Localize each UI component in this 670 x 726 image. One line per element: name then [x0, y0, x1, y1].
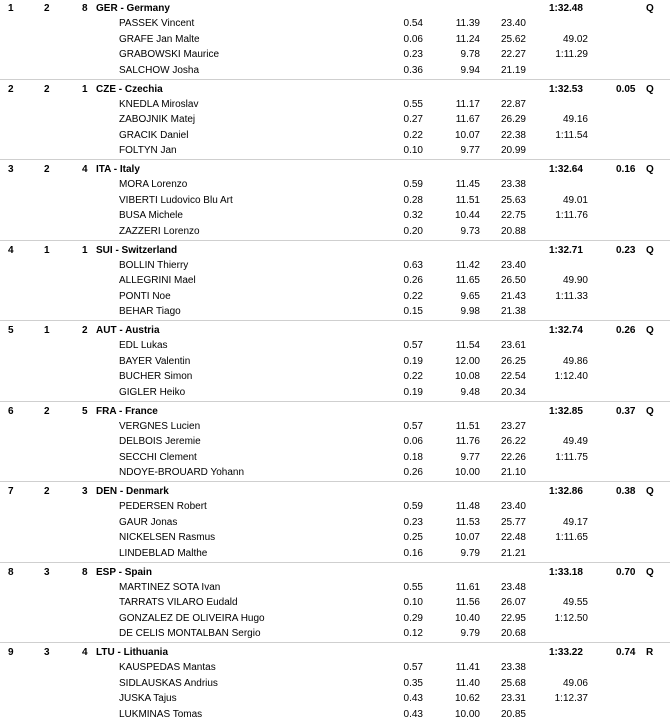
qualification-mark: Q	[646, 486, 654, 497]
qualification-mark: R	[646, 647, 654, 658]
split-50m: 26.07	[500, 597, 526, 609]
split-50m: 22.95	[500, 612, 526, 624]
reaction-time: 0.16	[403, 547, 423, 559]
split-cumulative: 1:11.76	[555, 210, 588, 222]
athlete-row	[0, 580, 670, 596]
time-behind: 0.16	[616, 164, 636, 175]
rank: 4	[8, 244, 14, 256]
team-row	[0, 404, 670, 419]
team-block	[0, 645, 670, 722]
heat: 1	[44, 244, 50, 256]
team-name: FRA - France	[96, 405, 158, 417]
athlete-name: BOLLIN Thierry	[119, 259, 189, 271]
split-15m: 11.61	[455, 581, 480, 593]
split-50m: 23.27	[500, 420, 526, 432]
athlete-name: GAUR Jonas	[119, 516, 178, 528]
team-name: SUI - Switzerland	[96, 244, 178, 256]
athlete-name: PEDERSEN Robert	[119, 501, 207, 512]
reaction-time: 0.43	[403, 693, 423, 705]
athlete-name: ZAZZERI Lorenzo	[119, 225, 200, 237]
athlete-name: BAYER Valentin	[119, 355, 191, 367]
split-cumulative: 1:12.50	[554, 612, 588, 624]
split-15m: 9.78	[460, 49, 480, 61]
athlete-row	[0, 434, 670, 450]
time-behind: 0.05	[616, 83, 636, 95]
team-block	[0, 1, 670, 78]
split-15m: 11.51	[455, 194, 480, 206]
athlete-row	[0, 707, 670, 723]
team-name: DEN - Denmark	[96, 486, 169, 497]
athlete-row	[0, 32, 670, 48]
reaction-time: 0.22	[403, 290, 423, 302]
athlete-row	[0, 450, 670, 466]
split-cumulative: 1:11.65	[555, 532, 588, 544]
athlete-row	[0, 143, 670, 159]
athlete-row	[0, 338, 670, 354]
reaction-time: 0.26	[403, 275, 423, 287]
reaction-time: 0.63	[403, 259, 423, 271]
split-50m: 22.75	[500, 210, 526, 222]
team-divider	[0, 642, 670, 643]
lane: 8	[82, 3, 88, 14]
team-row	[0, 484, 670, 499]
split-cumulative: 49.16	[562, 114, 588, 126]
athlete-row	[0, 626, 670, 642]
reaction-time: 0.55	[403, 98, 423, 110]
heat: 3	[44, 647, 50, 658]
athlete-row	[0, 369, 670, 385]
heat: 2	[44, 405, 50, 417]
split-50m: 23.40	[500, 259, 526, 271]
split-50m: 23.31	[500, 693, 526, 705]
athlete-name: GRACIK Daniel	[119, 129, 189, 141]
athlete-name: BUSA Michele	[119, 210, 183, 222]
reaction-time: 0.28	[403, 194, 423, 206]
reaction-time: 0.23	[403, 516, 423, 528]
athlete-name: VERGNES Lucien	[119, 420, 201, 432]
team-row	[0, 645, 670, 660]
split-50m: 20.99	[500, 145, 526, 157]
athlete-row	[0, 385, 670, 401]
split-50m: 25.63	[500, 194, 526, 206]
athlete-row	[0, 208, 670, 224]
athlete-row	[0, 530, 670, 546]
athlete-name: LUKMINAS Tomas	[119, 708, 203, 720]
split-50m: 21.19	[500, 64, 526, 76]
reaction-time: 0.27	[403, 114, 423, 126]
reaction-time: 0.10	[403, 597, 423, 609]
split-15m: 10.07	[454, 532, 480, 544]
athlete-name: PASSEK Vincent	[119, 18, 195, 29]
split-50m: 20.34	[500, 386, 526, 398]
split-50m: 23.40	[500, 18, 526, 29]
lane: 5	[82, 405, 88, 417]
reaction-time: 0.20	[403, 225, 423, 237]
athlete-name: SIDLAUSKAS Andrius	[119, 677, 218, 689]
athlete-name: EDL Lukas	[119, 340, 168, 351]
athlete-row	[0, 224, 670, 240]
split-cumulative: 49.49	[562, 436, 588, 448]
team-name: ITA - Italy	[96, 164, 140, 175]
split-cumulative: 49.17	[562, 516, 588, 528]
split-15m: 12.00	[454, 355, 480, 367]
split-cumulative: 1:11.54	[555, 129, 588, 141]
final-time: 1:32.85	[549, 405, 583, 417]
heat: 2	[44, 486, 50, 497]
athlete-name: NICKELSEN Rasmus	[119, 532, 216, 544]
split-15m: 11.24	[455, 33, 480, 45]
rank: 1	[8, 3, 14, 14]
split-cumulative: 49.02	[562, 33, 588, 45]
reaction-time: 0.26	[403, 467, 423, 479]
rank: 8	[8, 566, 14, 578]
split-15m: 11.67	[455, 114, 480, 126]
rank: 7	[8, 486, 14, 497]
heat: 2	[44, 164, 50, 175]
team-divider	[0, 562, 670, 563]
final-time: 1:32.64	[549, 164, 583, 175]
athlete-row	[0, 177, 670, 193]
qualification-mark: Q	[646, 244, 654, 256]
split-cumulative: 49.06	[562, 677, 588, 689]
athlete-row	[0, 289, 670, 305]
athlete-row	[0, 16, 670, 32]
split-15m: 11.40	[455, 677, 480, 689]
time-behind: 0.26	[616, 325, 636, 336]
split-cumulative: 49.90	[562, 275, 588, 287]
athlete-name: SALCHOW Josha	[119, 64, 200, 76]
athlete-name: GRABOWSKI Maurice	[119, 49, 220, 61]
split-15m: 10.07	[454, 129, 480, 141]
athlete-row	[0, 47, 670, 63]
split-50m: 26.22	[500, 436, 526, 448]
split-15m: 9.77	[460, 451, 480, 463]
reaction-time: 0.36	[403, 64, 423, 76]
split-15m: 9.79	[460, 547, 480, 559]
final-time: 1:32.86	[549, 486, 583, 497]
team-divider	[0, 481, 670, 482]
split-15m: 10.44	[454, 210, 480, 222]
split-50m: 26.50	[500, 275, 526, 287]
reaction-time: 0.06	[403, 33, 423, 45]
athlete-row	[0, 354, 670, 370]
team-block	[0, 243, 670, 320]
split-15m: 9.73	[460, 225, 480, 237]
team-row	[0, 1, 670, 16]
split-50m: 21.10	[500, 467, 526, 479]
team-name: CZE - Czechia	[96, 83, 163, 95]
lane: 2	[82, 325, 88, 336]
reaction-time: 0.22	[403, 129, 423, 141]
split-50m: 21.21	[500, 547, 526, 559]
heat: 3	[44, 566, 50, 578]
athlete-row	[0, 676, 670, 692]
split-cumulative: 1:11.75	[555, 451, 588, 463]
reaction-time: 0.54	[403, 18, 423, 29]
athlete-row	[0, 258, 670, 274]
split-15m: 9.79	[460, 628, 480, 640]
athlete-row	[0, 273, 670, 289]
athlete-name: GRAFE Jan Malte	[119, 33, 200, 45]
heat: 1	[44, 325, 50, 336]
rank: 2	[8, 83, 14, 95]
athlete-row	[0, 499, 670, 515]
rank: 6	[8, 405, 14, 417]
split-15m: 10.00	[454, 708, 480, 720]
split-15m: 11.39	[455, 18, 480, 29]
athlete-row	[0, 304, 670, 320]
reaction-time: 0.23	[403, 49, 423, 61]
reaction-time: 0.57	[403, 420, 423, 432]
athlete-name: MARTINEZ SOTA Ivan	[119, 581, 221, 593]
split-50m: 22.27	[500, 49, 526, 61]
athlete-row	[0, 193, 670, 209]
final-time: 1:32.48	[549, 3, 583, 14]
split-50m: 26.29	[500, 114, 526, 126]
athlete-row	[0, 515, 670, 531]
final-time: 1:32.71	[549, 244, 583, 256]
athlete-row	[0, 660, 670, 676]
split-15m: 11.51	[455, 420, 480, 432]
team-row	[0, 162, 670, 177]
split-15m: 10.40	[454, 612, 480, 624]
split-15m: 9.65	[460, 290, 480, 302]
athlete-row	[0, 97, 670, 113]
split-15m: 9.77	[460, 145, 480, 157]
team-block	[0, 162, 670, 239]
qualification-mark: Q	[646, 325, 654, 336]
split-50m: 22.48	[500, 532, 526, 544]
split-50m: 20.85	[500, 708, 526, 720]
split-50m: 20.68	[500, 628, 526, 640]
athlete-name: VIBERTI Ludovico Blu Art	[119, 194, 233, 206]
split-15m: 11.48	[455, 501, 480, 512]
team-name: ESP - Spain	[96, 566, 152, 578]
athlete-row	[0, 128, 670, 144]
team-block	[0, 565, 670, 642]
athlete-name: TARRATS VILARO Eudald	[119, 597, 238, 609]
final-time: 1:32.53	[549, 83, 583, 95]
split-50m: 23.38	[500, 662, 526, 673]
split-cumulative: 1:11.29	[555, 49, 588, 61]
split-15m: 10.00	[454, 467, 480, 479]
athlete-row	[0, 419, 670, 435]
athlete-name: GONZALEZ DE OLIVEIRA Hugo	[119, 612, 265, 624]
athlete-row	[0, 63, 670, 79]
athlete-name: DE CELIS MONTALBAN Sergio	[119, 628, 261, 640]
split-15m: 11.42	[455, 259, 480, 271]
split-50m: 23.61	[500, 340, 526, 351]
split-50m: 21.38	[500, 306, 526, 318]
split-50m: 23.40	[500, 501, 526, 512]
lane: 4	[82, 164, 88, 175]
split-15m: 11.54	[455, 340, 480, 351]
time-behind: 0.37	[616, 405, 636, 417]
reaction-time: 0.35	[403, 677, 423, 689]
reaction-time: 0.10	[403, 145, 423, 157]
team-divider	[0, 320, 670, 321]
split-50m: 26.25	[500, 355, 526, 367]
split-cumulative: 1:12.37	[554, 693, 588, 705]
split-50m: 22.26	[500, 451, 526, 463]
rank: 3	[8, 164, 14, 175]
time-behind: 0.23	[616, 244, 636, 256]
reaction-time: 0.22	[403, 371, 423, 383]
split-50m: 21.43	[500, 290, 526, 302]
reaction-time: 0.32	[403, 210, 423, 222]
time-behind: 0.38	[616, 486, 636, 497]
qualification-mark: Q	[646, 405, 654, 417]
time-behind: 0.70	[616, 566, 636, 578]
reaction-time: 0.18	[403, 451, 423, 463]
athlete-name: DELBOIS Jeremie	[119, 436, 201, 448]
time-behind: 0.74	[616, 647, 636, 658]
reaction-time: 0.59	[403, 501, 423, 512]
split-50m: 23.48	[500, 581, 526, 593]
split-cumulative: 49.55	[562, 597, 588, 609]
lane: 1	[82, 83, 88, 95]
final-time: 1:32.74	[549, 325, 583, 336]
reaction-time: 0.59	[403, 179, 423, 190]
split-15m: 11.53	[455, 516, 480, 528]
athlete-name: FOLTYN Jan	[119, 145, 177, 157]
team-block	[0, 323, 670, 400]
athlete-name: PONTI Noe	[119, 290, 171, 302]
team-divider	[0, 240, 670, 241]
reaction-time: 0.43	[403, 708, 423, 720]
athlete-name: ALLEGRINI Mael	[119, 275, 196, 287]
athlete-name: NDOYE-BROUARD Yohann	[119, 467, 245, 479]
athlete-row	[0, 595, 670, 611]
athlete-name: JUSKA Tajus	[119, 693, 177, 705]
athlete-row	[0, 691, 670, 707]
athlete-name: GIGLER Heiko	[119, 386, 186, 398]
final-time: 1:33.18	[549, 566, 583, 578]
split-15m: 9.98	[460, 306, 480, 318]
split-cumulative: 49.86	[562, 355, 588, 367]
qualification-mark: Q	[646, 83, 654, 95]
reaction-time: 0.19	[403, 386, 423, 398]
athlete-row	[0, 112, 670, 128]
qualification-mark: Q	[646, 164, 654, 175]
qualification-mark: Q	[646, 3, 654, 14]
athlete-row	[0, 546, 670, 562]
split-50m: 22.38	[500, 129, 526, 141]
lane: 4	[82, 647, 88, 658]
team-divider	[0, 401, 670, 402]
split-15m: 11.45	[455, 179, 480, 190]
split-15m: 10.62	[454, 693, 480, 705]
team-row	[0, 82, 670, 97]
team-block	[0, 82, 670, 159]
split-cumulative: 1:11.33	[555, 290, 588, 302]
reaction-time: 0.55	[403, 581, 423, 593]
qualification-mark: Q	[646, 566, 654, 578]
split-15m: 11.41	[455, 662, 480, 673]
reaction-time: 0.29	[403, 612, 423, 624]
team-row	[0, 565, 670, 580]
split-15m: 9.48	[460, 386, 480, 398]
athlete-name: KAUSPEDAS Mantas	[119, 662, 216, 673]
split-50m: 20.88	[500, 225, 526, 237]
team-divider	[0, 159, 670, 160]
split-50m: 22.54	[500, 371, 526, 383]
heat: 2	[44, 83, 50, 95]
athlete-name: KNEDLA Miroslav	[119, 98, 199, 110]
split-15m: 9.94	[460, 64, 480, 76]
team-row	[0, 243, 670, 258]
reaction-time: 0.15	[403, 306, 423, 318]
lane: 8	[82, 566, 88, 578]
reaction-time: 0.12	[403, 628, 423, 640]
reaction-time: 0.06	[403, 436, 423, 448]
split-15m: 11.17	[455, 98, 480, 110]
final-time: 1:33.22	[549, 647, 583, 658]
team-block	[0, 484, 670, 561]
reaction-time: 0.19	[403, 355, 423, 367]
split-cumulative: 49.01	[562, 194, 588, 206]
split-50m: 25.77	[500, 516, 526, 528]
athlete-row	[0, 465, 670, 481]
lane: 1	[82, 244, 88, 256]
athlete-name: ZABOJNIK Matej	[119, 114, 196, 126]
athlete-name: SECCHI Clement	[119, 451, 197, 463]
team-name: LTU - Lithuania	[96, 647, 169, 658]
split-15m: 11.65	[455, 275, 480, 287]
athlete-row	[0, 611, 670, 627]
reaction-time: 0.57	[403, 662, 423, 673]
team-row	[0, 323, 670, 338]
split-50m: 25.68	[500, 677, 526, 689]
athlete-name: BUCHER Simon	[119, 371, 193, 383]
split-15m: 11.56	[455, 597, 480, 609]
split-50m: 22.87	[500, 98, 526, 110]
split-50m: 25.62	[500, 33, 526, 45]
team-block	[0, 404, 670, 481]
heat: 2	[44, 3, 50, 14]
athlete-name: BEHAR Tiago	[119, 306, 181, 318]
athlete-name: MORA Lorenzo	[119, 179, 188, 190]
team-divider	[0, 79, 670, 80]
rank: 9	[8, 647, 14, 658]
reaction-time: 0.25	[403, 532, 423, 544]
rank: 5	[8, 325, 14, 336]
split-15m: 10.08	[454, 371, 480, 383]
reaction-time: 0.57	[403, 340, 423, 351]
split-cumulative: 1:12.40	[554, 371, 588, 383]
split-50m: 23.38	[500, 179, 526, 190]
team-name: AUT - Austria	[96, 325, 160, 336]
team-name: GER - Germany	[96, 3, 170, 14]
athlete-name: LINDEBLAD Malthe	[119, 547, 208, 559]
lane: 3	[82, 486, 88, 497]
split-15m: 11.76	[455, 436, 480, 448]
